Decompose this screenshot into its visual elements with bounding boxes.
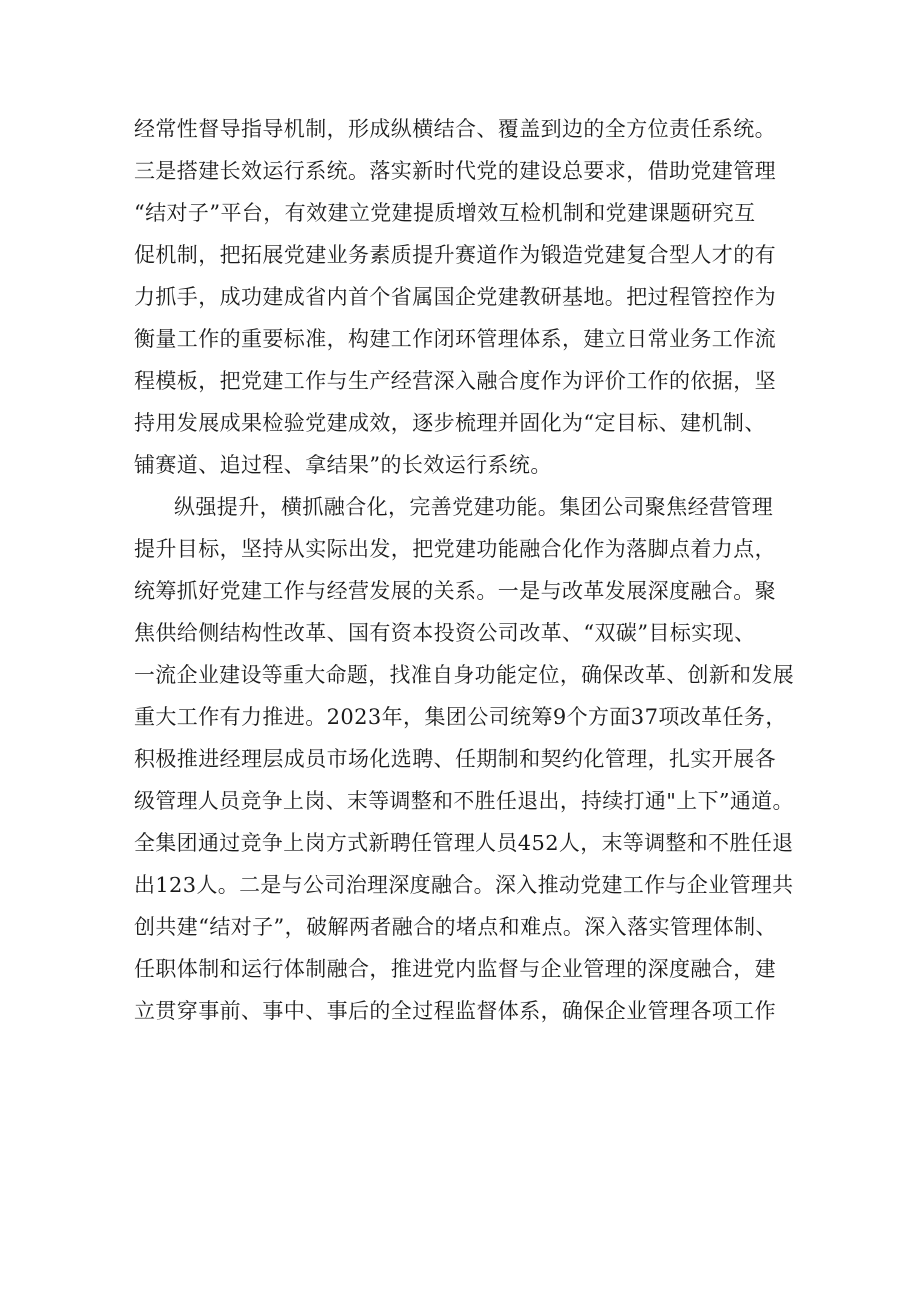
- paragraph-first-line: 纵强提升，横抓融合化，完善党建功能。集团公司聚焦经营管理: [174, 495, 774, 519]
- text-line: 积极推进经理层成员市场化选聘、任期制和契约化管理，扎实开展各: [134, 747, 776, 771]
- text-line: 衡量工作的重要标准，构建工作闭环管理体系，建立日常业务工作流: [134, 327, 776, 351]
- text-line: 程模板，把党建工作与生产经营深入融合度作为评价工作的依据，坚: [134, 369, 776, 393]
- text-line: 统筹抓好党建工作与经营发展的关系。一是与改革发展深度融合。聚: [134, 579, 776, 603]
- text-line: 出123人。二是与公司治理深度融合。深入推动党建工作与企业管理共: [134, 873, 794, 897]
- text-line: 焦供给侧结构性改革、国有资本投资公司改革、“双碳”目标实现、: [134, 621, 756, 645]
- text-line: “结对子”平台，有效建立党建提质增效互检机制和党建课题研究互: [134, 201, 756, 225]
- text-line: 经常性督导指导机制，形成纵横结合、覆盖到边的全方位责任系统。: [134, 117, 776, 141]
- text-line: 力抓手，成功建成省内首个省属国企党建教研基地。把过程管控作为: [134, 285, 776, 309]
- text-line: 铺赛道、追过程、拿结果”的长效运行系统。: [134, 453, 552, 477]
- text-line: 立贯穿事前、事中、事后的全过程监督体系，确保企业管理各项工作: [134, 999, 776, 1023]
- text-line: 持用发展成果检验党建成效，逐步梳理并固化为“定目标、建机制、: [134, 411, 766, 435]
- text-line: 全集团通过竞争上岗方式新聘任管理人员452人，末等调整和不胜任退: [134, 831, 794, 855]
- text-line: 促机制，把拓展党建业务素质提升赛道作为锻造党建复合型人才的有: [134, 243, 776, 267]
- document-body: [134, 108, 794, 1032]
- text-line: 任职体制和运行体制融合，推进党内监督与企业管理的深度融合，建: [134, 957, 776, 981]
- text-line: 重大工作有力推进。2023年，集团公司统筹9个方面37项改革任务，: [134, 705, 787, 729]
- text-line: 三是搭建长效运行系统。落实新时代党的建设总要求，借助党建管理: [134, 159, 776, 183]
- text-line: 提升目标，坚持从实际出发，把党建功能融合化作为落脚点着力点，: [134, 537, 776, 561]
- text-line: 创共建“结对子”，破解两者融合的堵点和难点。深入落实管理体制、: [134, 915, 777, 939]
- text-line: 级管理人员竞争上岗、末等调整和不胜任退出，持续打通"上下”通道。: [134, 789, 794, 813]
- text-line: 一流企业建设等重大命题，找准自身功能定位，确保改革、创新和发展: [134, 663, 795, 687]
